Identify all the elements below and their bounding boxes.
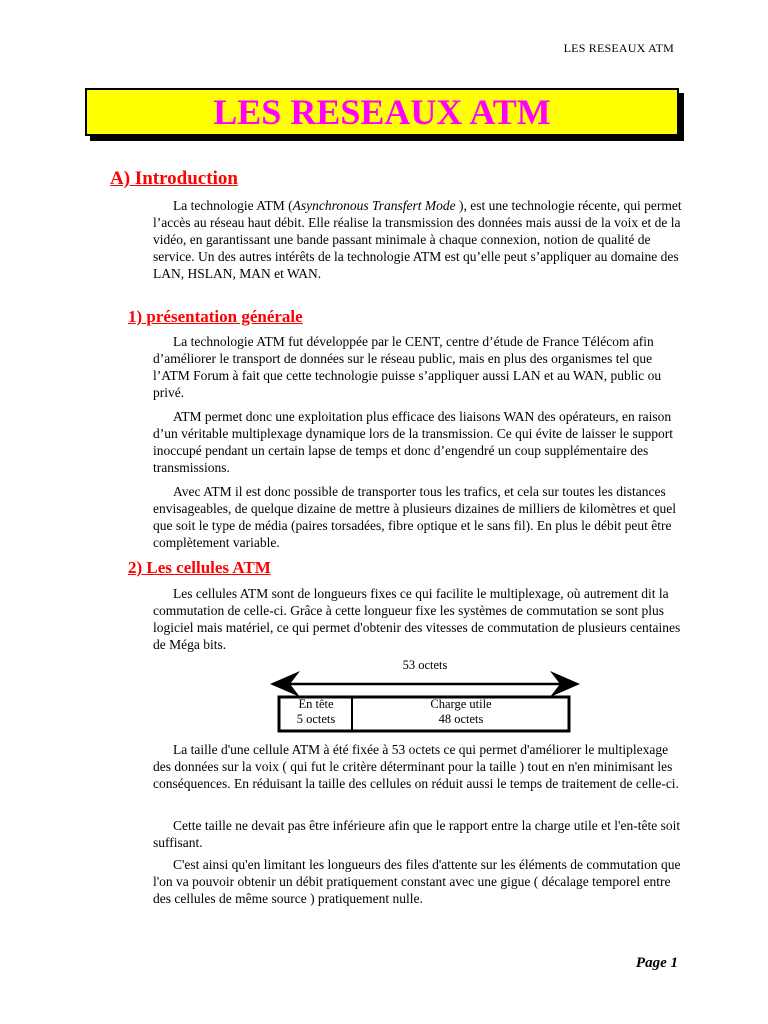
- intro-text-start: La technologie ATM (: [173, 198, 293, 213]
- header-field-label: [280, 697, 352, 727]
- page-title: LES RESEAUX ATM: [213, 92, 551, 132]
- cells-text-1: Les cellules ATM sont de longueurs fixes ce qui facilite le multiplexage, où autrement dit la commutation de celle-ci. Grâce à cette longueur fixe les systèmes de commutation se sont plus logiciel mais matériel, ce qui permet d'obtenir des vitesses de commutation de plusieurs centaines de Méga bits.: [153, 586, 681, 652]
- intro-text-end: ), est une technologie récente, qui permet l’accès au réseau haut débit. Elle réalise la transmission des données mais aussi de la voix et de la vidéo, en garantissant une bande passant minimale à chaque connexion, notion de qualité de service. Un des autres intérêts de la technologie ATM est qu’elle peut s’appliquer au domaine des LAN, HSLAN, MAN et WAN.: [153, 198, 682, 281]
- presentation-paragraph-1: [153, 333, 683, 401]
- section-heading-introduction: A) Introduction: [110, 168, 238, 189]
- cells-paragraph-3: [153, 817, 683, 851]
- presentation-text-3: Avec ATM il est donc possible de transporter tous les trafics, et cela sur toutes les distances envisageables, de quelque dizaine de mettre à plusieurs dizaines de milliers de kilomètres et quel que soit le type de média (paires torsadées, fibre optique et le sans fil). En plus le débit peut être complètement variable.: [153, 484, 676, 550]
- cells-text-3: Cette taille ne devait pas être inférieure afin que le rapport entre la charge utile et l'en-tête soit suffisant.: [153, 818, 681, 850]
- section-heading-cells: 2) Les cellules ATM: [128, 558, 271, 577]
- header-field-size: 5 octets: [296, 712, 336, 726]
- section-heading-presentation: 1) présentation générale: [128, 307, 303, 326]
- cells-paragraph-1: [153, 585, 683, 653]
- payload-field-size: 48 octets: [438, 712, 484, 726]
- payload-field-name: Charge utile: [430, 697, 492, 711]
- cells-paragraph-4: [153, 856, 683, 907]
- intro-paragraph: [153, 197, 683, 282]
- page-number: Page 1: [635, 955, 678, 971]
- presentation-paragraph-2: [153, 408, 683, 476]
- total-size-label: 53 octets: [402, 658, 448, 672]
- presentation-text-2: ATM permet donc une exploitation plus efficace des liaisons WAN des opérateurs, en raison d’un véritable multiplexage dynamique lors de la transmission. Ce qui évite de laisser le support inoccupé pendant un certain lapse de temps et donc d’engendré un coup supplémentaire des transmissions.: [153, 409, 674, 475]
- payload-field-label: [354, 697, 568, 727]
- cells-text-4: C'est ainsi qu'en limitant les longueurs des files d'attente sur les éléments de commutation que l'on va pouvoir obtenir un débit pratiquement constant avec une gigue ( décalage temporel entre des cellules de même source ) pratiquement nulle.: [153, 857, 681, 906]
- cells-paragraph-2: [153, 741, 683, 792]
- header-field-name: En tête: [298, 697, 334, 711]
- atm-cell-diagram: [270, 655, 580, 735]
- intro-text-italic: Asynchronous Transfert Mode: [292, 198, 456, 213]
- title-banner: [85, 88, 679, 136]
- presentation-text-1: La technologie ATM fut développée par le CENT, centre d’étude de France Télécom afin d’améliorer le transport de données sur le réseau public, mais en plus des organismes tel que l’ATM Forum à fait que cette technologie puisse s’appliquer aussi LAN et au WAN, public ou privé.: [153, 334, 662, 400]
- running-header: LES RESEAUX ATM: [563, 41, 674, 55]
- cells-text-2: La taille d'une cellule ATM à été fixée à 53 octets ce qui permet d'améliorer le multiplexage des données sur la voix ( qui fut le critère déterminant pour la taille ) tout en n'en minimisant les conséquences. En réduisant la taille des cellules on réduit aussi le temps de traitement de celle-ci.: [153, 742, 679, 791]
- presentation-paragraph-3: [153, 483, 683, 551]
